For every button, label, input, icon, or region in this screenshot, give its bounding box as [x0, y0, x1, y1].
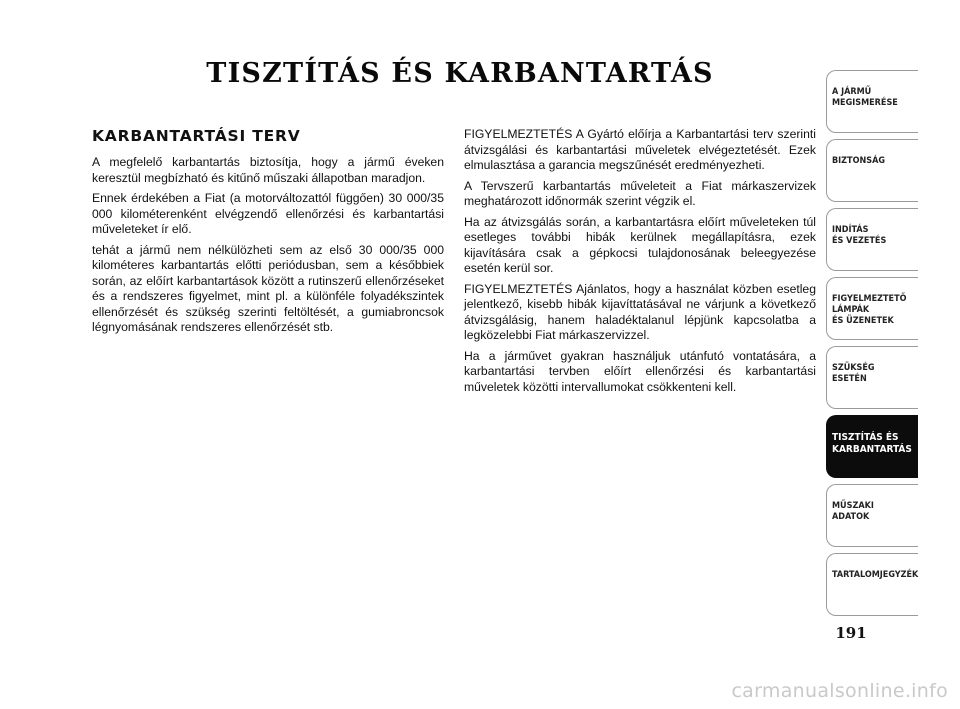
section-heading: KARBANTARTÁSI TERV	[92, 127, 301, 145]
paragraph: A Tervszerű karbantartás műveleteit a Fiat márkaszervizek meghatározott időnormák szerint végzik el.	[464, 178, 816, 208]
tab-muszaki-adatok[interactable]: MŰSZAKI ADATOK	[826, 484, 918, 547]
page-title: TISZTÍTÁS ÉS KARBANTARTÁS	[206, 58, 714, 89]
warning-paragraph: FIGYELMEZTETÉS Ajánlatos, hogy a használat közben esetleg jelentkező, kisebb hibák kijavíttatásával ne várjunk a következő átvizsgálásig, hanem haladéktalanul lépjünk kapcsolatba a legközelebbi Fiat márkaszervizzel.	[464, 281, 816, 342]
left-column	[92, 127, 444, 341]
chapter-tabs	[826, 70, 918, 622]
tab-a-jarmu-megismerese[interactable]: A JÁRMŰ MEGISMERÉSE	[826, 70, 918, 133]
paragraph: A megfelelő karbantartás biztosítja, hogy a jármű éveken keresztül megbízható és kitűnő műszaki állapotban maradjon.	[92, 155, 444, 185]
paragraph: Ha az átvizsgálás során, a karbantartásra előírt műveleteken túl esetleges további hibák kerülnek megállapításra, ezek kijavítására csak a gépkocsi tulajdonosának beleegyezése esetén kerül sor.	[464, 214, 816, 275]
watermark: carmanualsonline.info	[731, 680, 948, 702]
tab-tartalomjegyzek[interactable]: TARTALOMJEGYZÉK	[826, 553, 918, 616]
tab-inditas-es-vezetes[interactable]: INDÍTÁS ÉS VEZETÉS	[826, 208, 918, 271]
paragraph: Ennek érdekében a Fiat (a motorváltozattól függően) 30 000/35 000 kilométerenként elvégzendő ellenőrzési és karbantartási műveleteket ír elő.	[92, 191, 444, 236]
warning-paragraph: FIGYELMEZTETÉS A Gyártó előírja a Karbantartási terv szerinti átvizsgálási és karbantartási műveletek elvégeztetését. Ezek elmulasztása a garancia megszűnését eredményezheti.	[464, 127, 816, 172]
tab-szukseg-eseten[interactable]: SZÜKSÉG ESETÉN	[826, 346, 918, 409]
tab-biztonsag[interactable]: BIZTONSÁG	[826, 139, 918, 202]
page-number: 191	[835, 624, 867, 642]
right-column	[464, 127, 816, 400]
paragraph: Ha a járművet gyakran használjuk utánfutó vontatására, a karbantartási tervben előírt ellenőrzési és karbantartási műveletek közötti intervallumokat csökkenteni kell.	[464, 348, 816, 394]
paragraph: tehát a jármű nem nélkülözheti sem az első 30 000/35 000 kilométeres karbantartás előtti periódusban, sem a későbbiek során, az előírt karbantartások között a rutinszerű ellenőrzéseket és a rendszeres figyelmet, mint pl. a különféle folyadékszintek ellenőrzését és szükség szerinti feltöltését, a gumiabroncsok légnyomásának rendszeres ellenőrzését stb.	[92, 242, 444, 334]
tab-tisztitas-es-karbantartas[interactable]: TISZTÍTÁS ÉS KARBANTARTÁS	[826, 415, 918, 478]
tab-figyelmezteto-lampak[interactable]: FIGYELMEZTETŐ LÁMPÁK ÉS ÜZENETEK	[826, 277, 918, 340]
